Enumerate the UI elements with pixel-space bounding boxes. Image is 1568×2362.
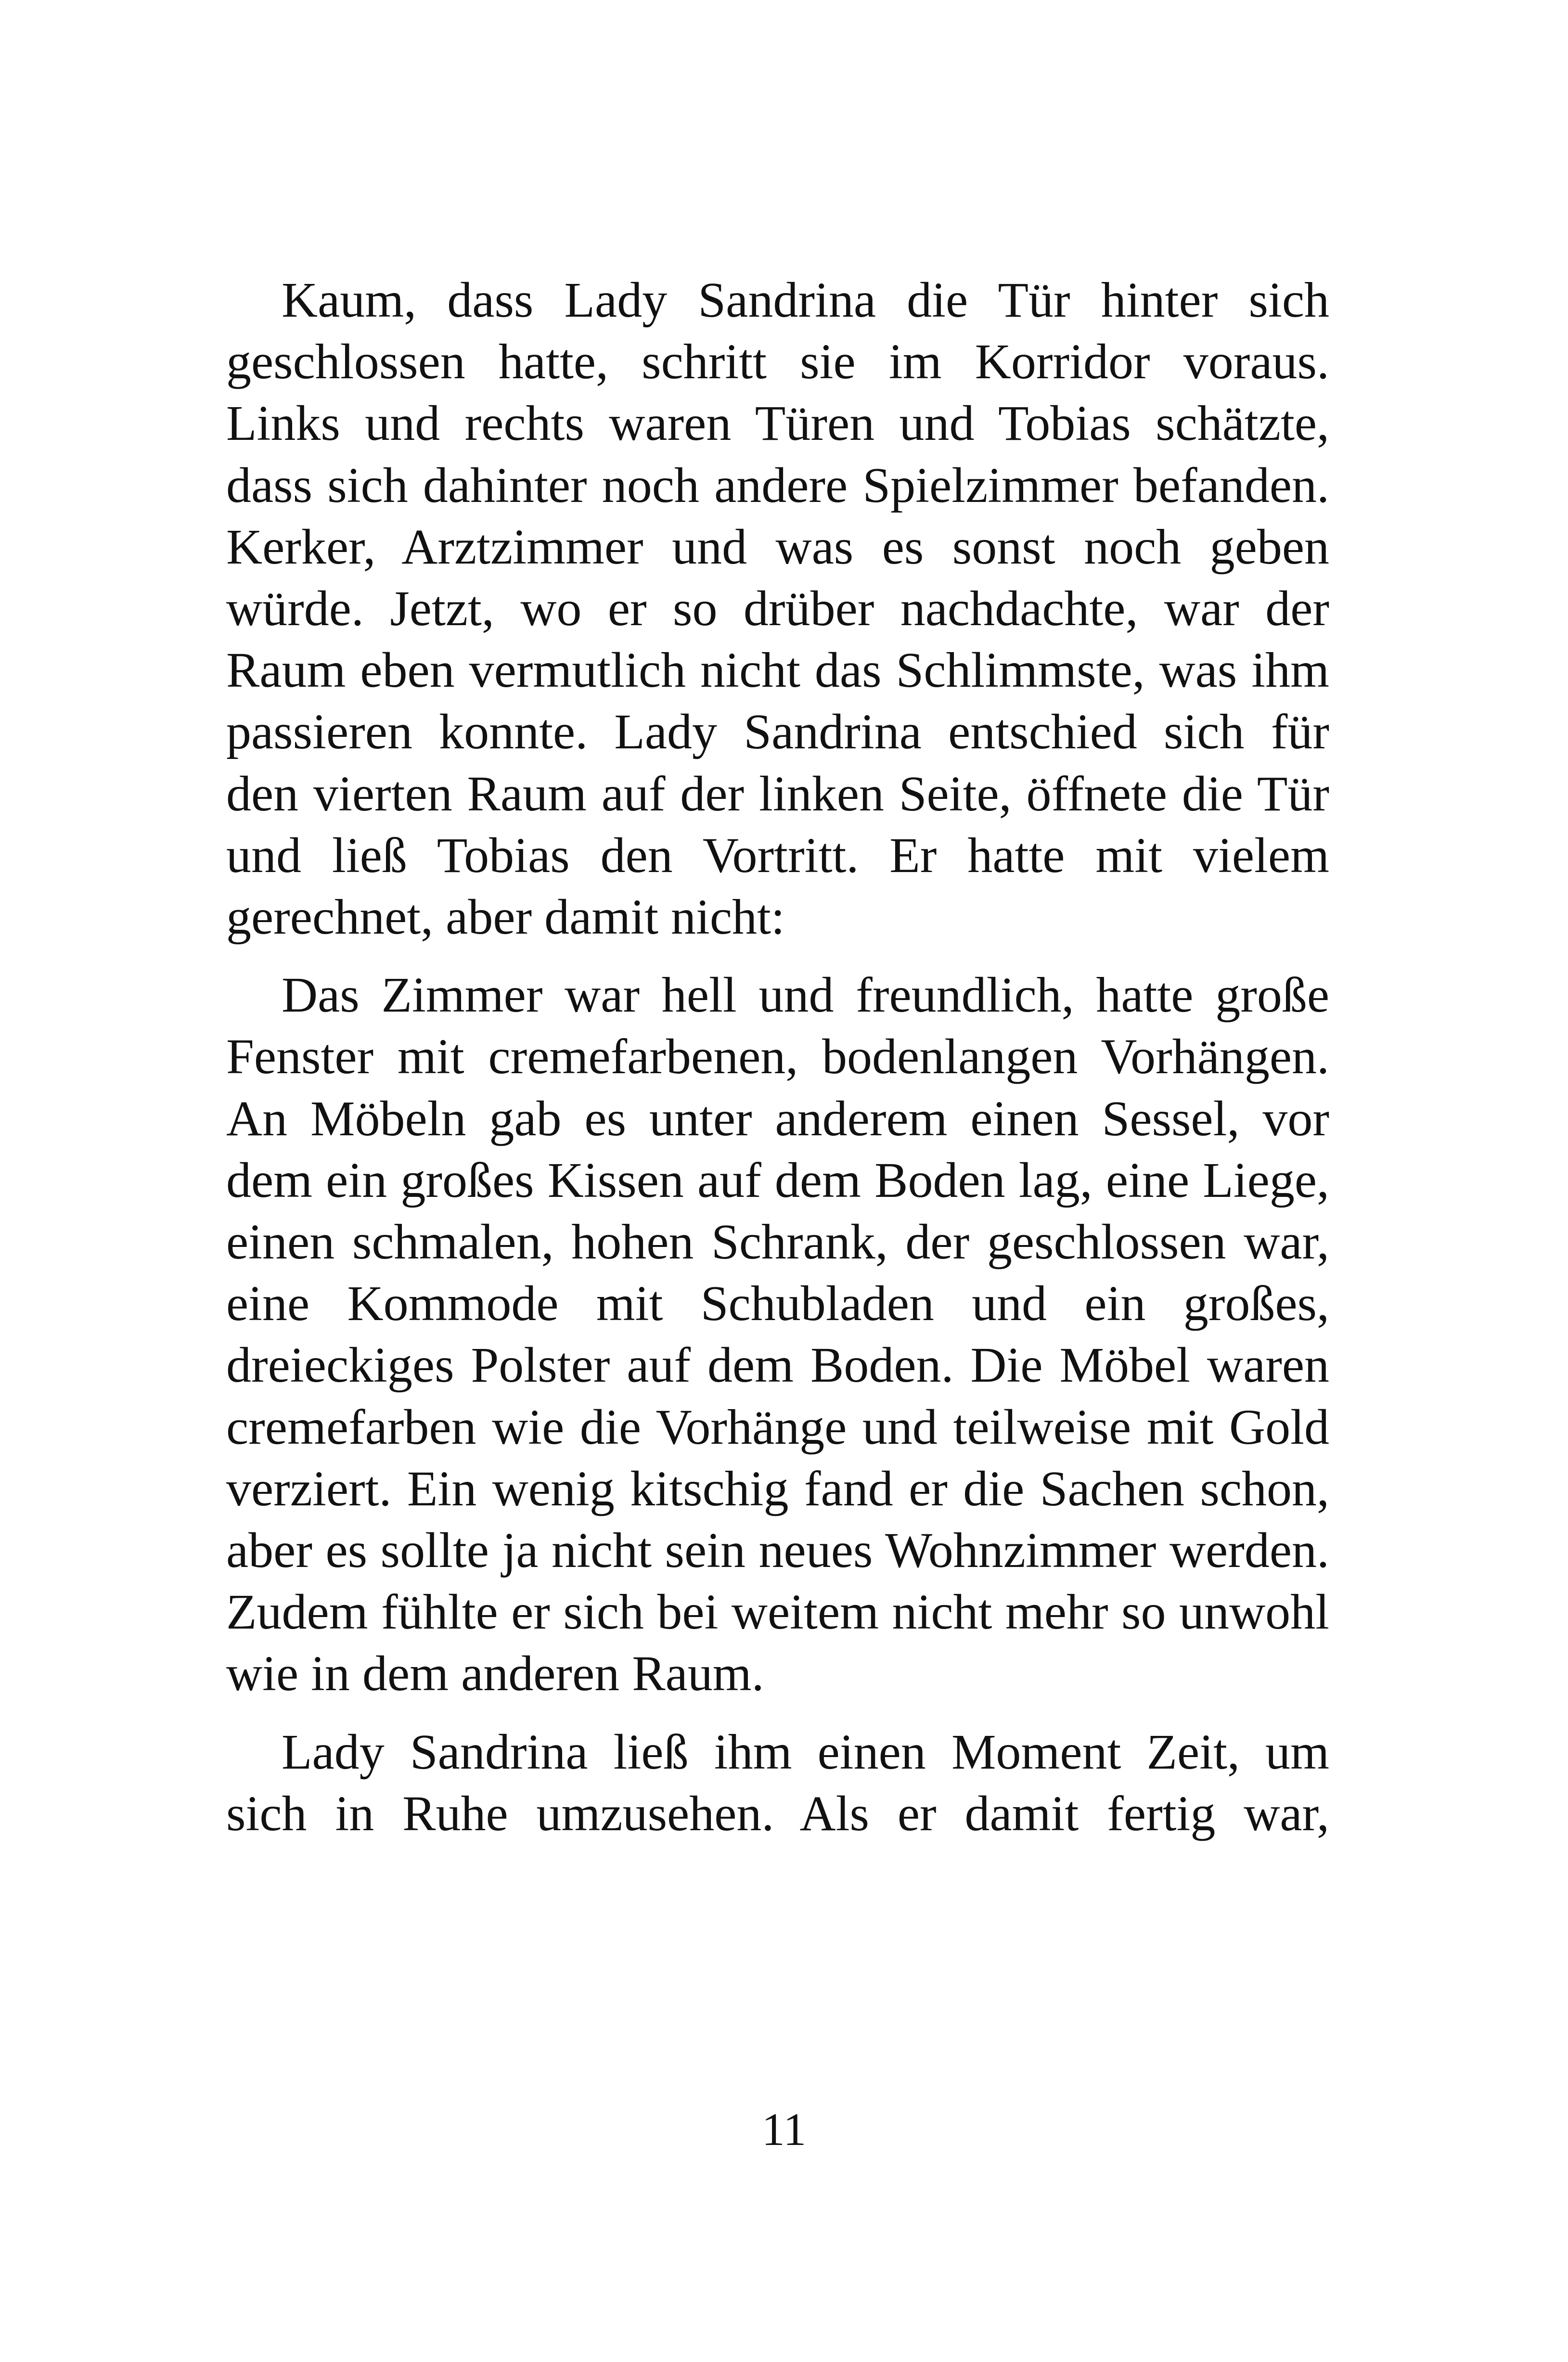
body-text	[226, 270, 1329, 1845]
paragraph-3: Lady Sandrina ließ ihm einen Moment Zeit, um sich in Ruhe umzusehen. Als er damit fertig war,	[226, 1724, 1329, 1841]
paragraph-1: Kaum, dass Lady Sandrina die Tür hinter sich geschlossen hatte, schritt sie im Korridor voraus. Links und rechts waren Türen und Tobias schätzte, dass sich dahinter noch andere Spielzimmer befanden. Kerker, Arztzimmer und was es sonst noch geben würde. Jetzt, wo er so drüber nachdachte, war der Raum eben vermutlich nicht das Schlimmste, was ihm passieren konnte. Lady Sandrina entschied sich für den vierten Raum auf der linken Seite, öffnete die Tür und ließ Tobias den Vortritt. Er hatte mit vielem gerechnet, aber damit nicht:	[226, 272, 1329, 945]
page-number: 11	[761, 2104, 807, 2155]
paragraph-2: Das Zimmer war hell und freundlich, hatte große Fenster mit cremefarbenen, bodenlangen Vorhängen. An Möbeln gab es unter anderem einen Sessel, vor dem ein großes Kissen auf dem Boden lag, eine Liege, einen schmalen, hohen Schrank, der geschlossen war, eine Kommode mit Schubladen und ein großes, dreieckiges Polster auf dem Boden. Die Möbel waren cremefarben wie die Vorhänge und teilweise mit Gold verziert. Ein wenig kitschig fand er die Sachen schon, aber es sollte ja nicht sein neues Wohnzimmer werden. Zudem fühlte er sich bei weitem nicht mehr so unwohl wie in dem anderen Raum.	[226, 967, 1329, 1702]
